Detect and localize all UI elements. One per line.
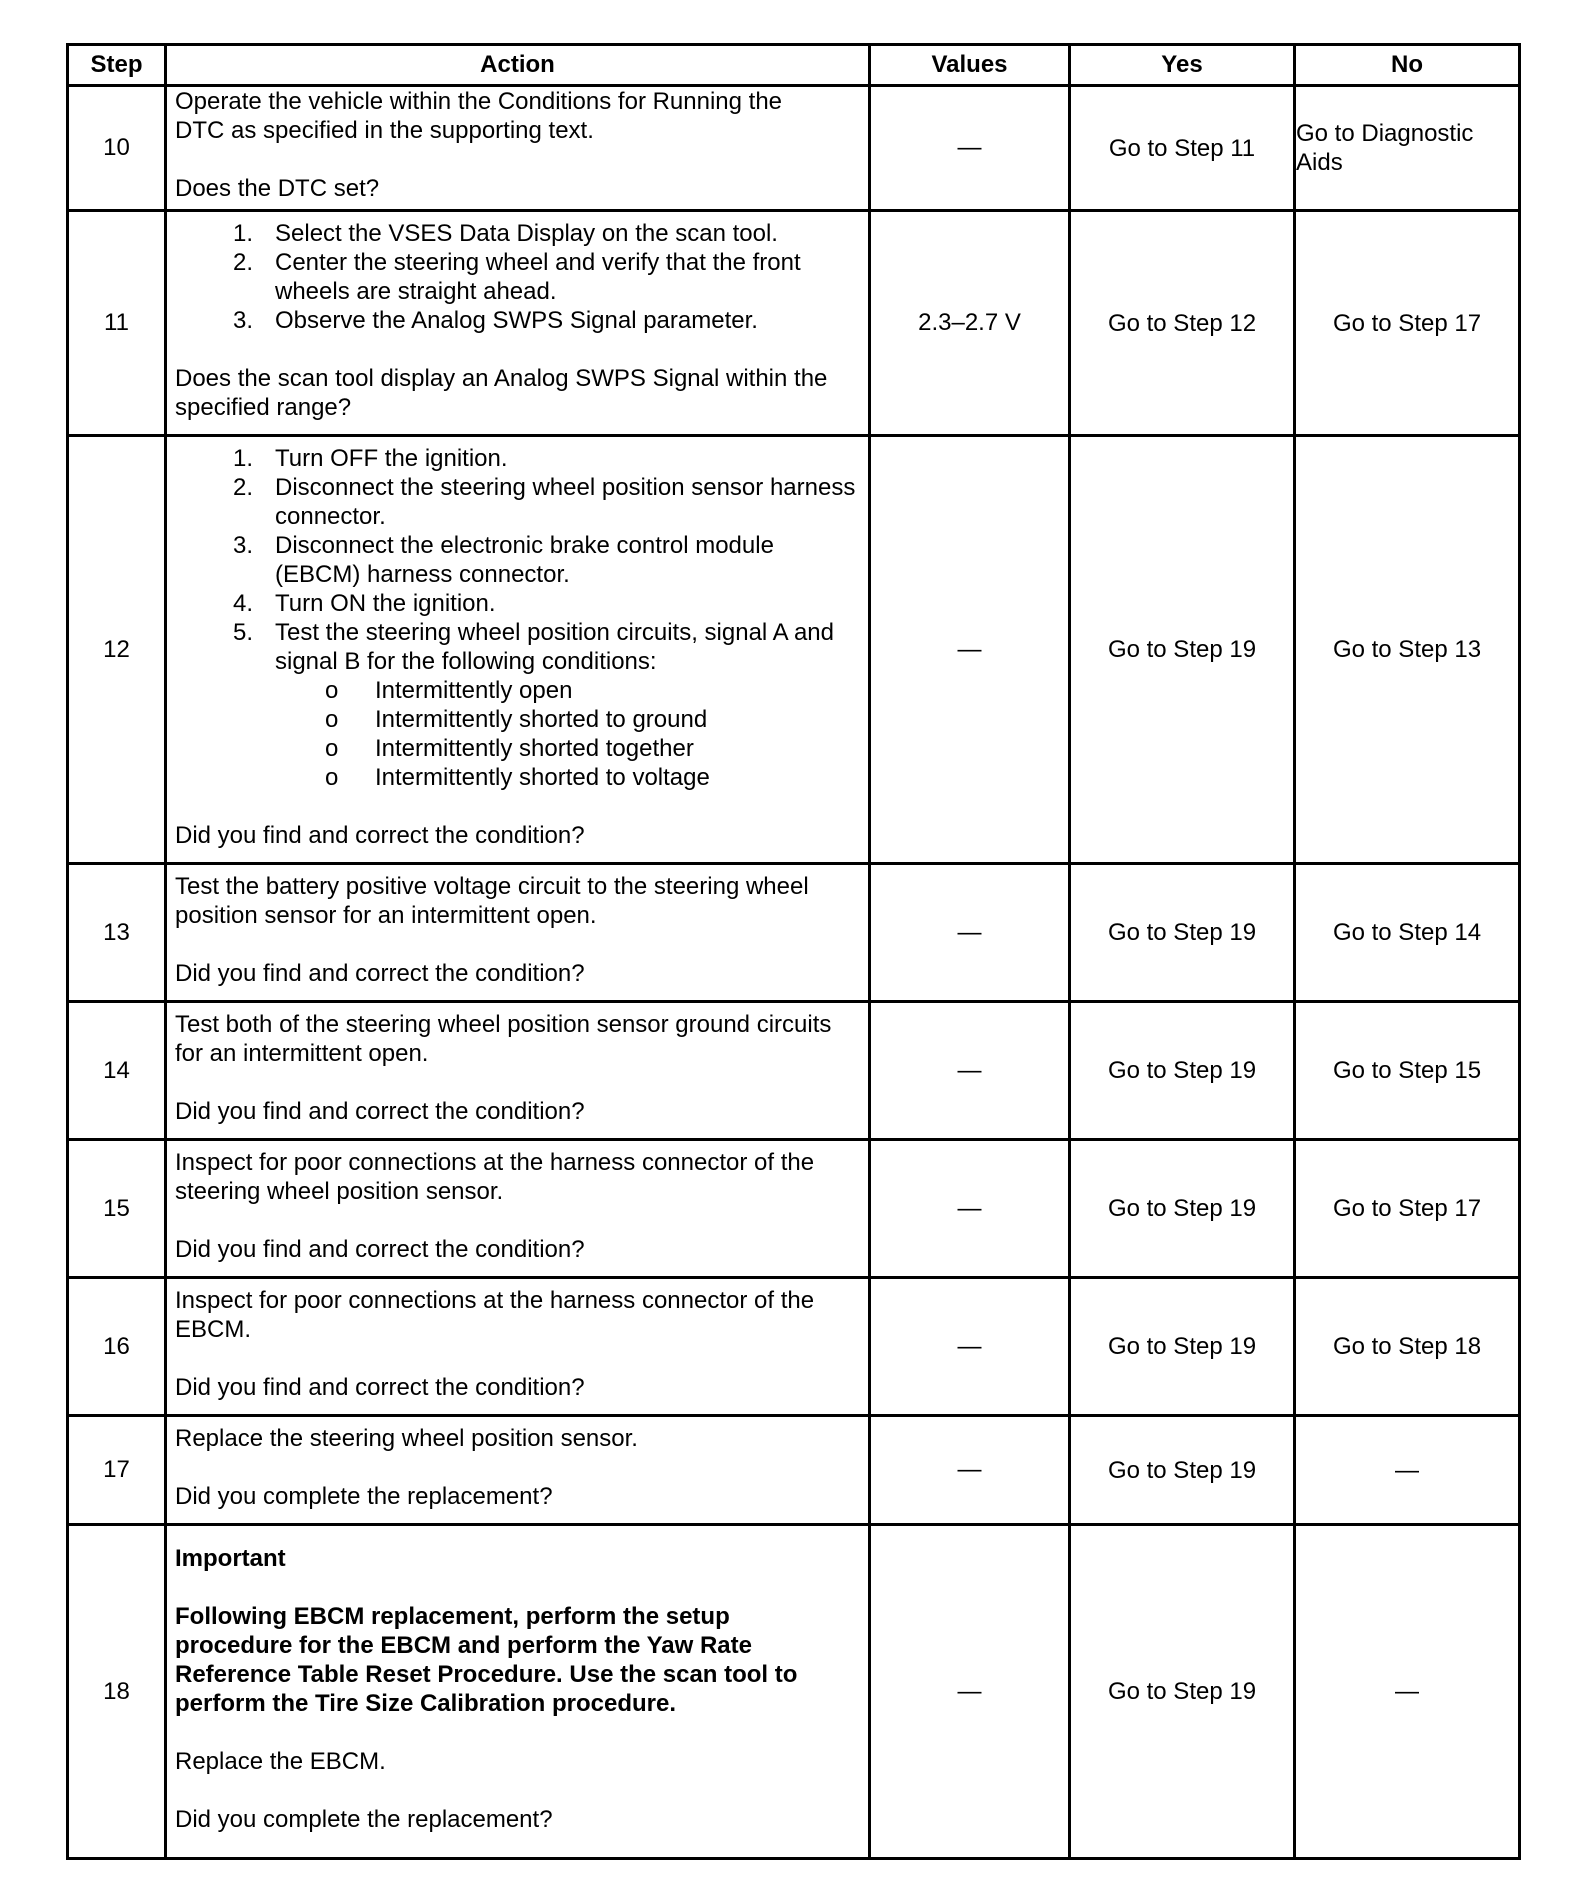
condition-text: Intermittently shorted to ground [375, 705, 708, 733]
yes-cell: Go to Step 11 [1070, 86, 1295, 211]
no-line: Aids [1296, 149, 1343, 176]
procedure-list [175, 444, 864, 792]
list-item [175, 248, 864, 306]
values-cell: — [870, 1416, 1070, 1525]
yes-cell: Go to Step 19 [1070, 864, 1295, 1002]
action-text: DTC as specified in the supporting text. [175, 117, 594, 144]
table-row-step-16 [68, 1278, 1520, 1416]
condition-text: Intermittently open [375, 676, 573, 704]
question-text: Does the DTC set? [175, 175, 380, 202]
action-text: Replace the EBCM. [175, 1747, 386, 1775]
list-number: 1. [232, 444, 253, 472]
no-cell: Go to Step 13 [1295, 436, 1520, 864]
list-number: 3. [232, 531, 253, 559]
list-text: Observe the Analog SWPS Signal parameter. [275, 306, 758, 334]
list-number: 3. [232, 306, 253, 334]
question-text: Did you find and correct the condition? [175, 1235, 585, 1263]
condition-list [275, 676, 864, 792]
table-row-step-15 [68, 1140, 1520, 1278]
list-text: Center the steering wheel and verify that the front wheels are straight ahead. [275, 248, 801, 305]
bullet-icon: o [325, 734, 339, 762]
table-row-step-13 [68, 864, 1520, 1002]
table-row-step-11 [68, 211, 1520, 436]
table-row-step-17 [68, 1416, 1520, 1525]
question-text: specified range? [175, 393, 352, 421]
yes-cell: Go to Step 12 [1070, 211, 1295, 436]
values-cell: — [870, 436, 1070, 864]
no-cell: — [1295, 1416, 1520, 1525]
table-row-step-18 [68, 1525, 1520, 1859]
action-text: Inspect for poor connections at the harness connector of the [175, 1286, 815, 1314]
list-text: Turn ON the ignition. [275, 589, 496, 617]
important-label: Important [175, 1544, 286, 1572]
action-text: Test the battery positive voltage circuit to the steering wheel [175, 872, 809, 900]
list-item [175, 531, 864, 589]
action-cell [166, 1278, 870, 1416]
no-cell: Go to Step 14 [1295, 864, 1520, 1002]
action-text: Inspect for poor connections at the harness connector of the [175, 1148, 815, 1176]
header-yes: Yes [1070, 45, 1295, 86]
action-cell [166, 211, 870, 436]
important-text: Following EBCM replacement, perform the setup [175, 1602, 730, 1630]
header-values: Values [870, 45, 1070, 86]
table-body [68, 86, 1520, 1859]
yes-cell: Go to Step 19 [1070, 1140, 1295, 1278]
question-text: Did you find and correct the condition? [175, 959, 585, 987]
action-cell [166, 1416, 870, 1525]
bullet-icon: o [325, 676, 339, 704]
values-cell: — [870, 1525, 1070, 1859]
list-text: Disconnect the steering wheel position sensor harness connector. [275, 473, 856, 530]
bullet-icon: o [325, 763, 339, 791]
yes-cell: Go to Step 19 [1070, 1002, 1295, 1140]
list-text: Disconnect the electronic brake control module (EBCM) harness connector. [275, 531, 774, 588]
step-number: 11 [68, 211, 166, 436]
list-number: 1. [232, 219, 253, 247]
action-cell [166, 1140, 870, 1278]
procedure-list [175, 219, 864, 335]
no-cell: Go to Step 15 [1295, 1002, 1520, 1140]
yes-cell: Go to Step 19 [1070, 1416, 1295, 1525]
values-cell [870, 86, 1070, 211]
list-number: 5. [232, 618, 253, 646]
table-header [68, 45, 1520, 86]
table-row-step-10 [68, 86, 1520, 211]
condition-text: Intermittently shorted to voltage [375, 763, 710, 791]
step-number: 10 [68, 86, 166, 211]
action-cell [166, 1525, 870, 1859]
values-cell: 2.3–2.7 V [870, 211, 1070, 436]
list-text: Turn OFF the ignition. [275, 444, 508, 472]
action-cell [166, 864, 870, 1002]
important-text: procedure for the EBCM and perform the Yaw Rate [175, 1631, 752, 1659]
action-cell [166, 86, 870, 211]
no-cell: Go to Step 17 [1295, 211, 1520, 436]
action-text: Test both of the steering wheel position sensor ground circuits [175, 1010, 832, 1038]
step-number: 16 [68, 1278, 166, 1416]
no-cell: Go to Step 17 [1295, 1140, 1520, 1278]
no-cell: — [1295, 1525, 1520, 1859]
header-row [68, 45, 1520, 86]
bullet-icon: o [325, 705, 339, 733]
list-number: 4. [232, 589, 253, 617]
action-cell [166, 1002, 870, 1140]
step-number: 13 [68, 864, 166, 1002]
list-text: Test the steering wheel position circuits, signal A and signal B for the following conditions: [275, 618, 834, 675]
action-text: Operate the vehicle within the Conditions for Running the [175, 88, 783, 115]
yes-cell: Go to Step 19 [1070, 436, 1295, 864]
table-row-step-12 [68, 436, 1520, 864]
diagnostic-table [66, 43, 1521, 1860]
no-cell [1295, 86, 1520, 211]
action-text: EBCM. [175, 1315, 252, 1343]
question-text: Did you complete the replacement? [175, 1482, 553, 1510]
question-text: Did you complete the replacement? [175, 1805, 553, 1833]
important-text: perform the Tire Size Calibration procedure. [175, 1689, 676, 1717]
question-text: Did you find and correct the condition? [175, 1373, 585, 1401]
action-text: Replace the steering wheel position sensor. [175, 1424, 638, 1452]
question-text: Does the scan tool display an Analog SWPS Signal within the [175, 364, 828, 392]
condition-text: Intermittently shorted together [375, 734, 694, 762]
condition-item [275, 734, 864, 763]
list-item [175, 219, 864, 248]
dash-value: — [957, 134, 982, 161]
list-item [175, 618, 864, 792]
question-text: Did you find and correct the condition? [175, 821, 585, 849]
question-text: Did you find and correct the condition? [175, 1097, 585, 1125]
table-row-step-14 [68, 1002, 1520, 1140]
list-text: Select the VSES Data Display on the scan tool. [275, 219, 778, 247]
values-cell: — [870, 864, 1070, 1002]
list-item [175, 589, 864, 618]
header-action: Action [166, 45, 870, 86]
step-number: 15 [68, 1140, 166, 1278]
list-number: 2. [232, 248, 253, 276]
step-number: 14 [68, 1002, 166, 1140]
important-text: Reference Table Reset Procedure. Use the scan tool to [175, 1660, 798, 1688]
action-text: steering wheel position sensor. [175, 1177, 504, 1205]
values-cell: — [870, 1002, 1070, 1140]
yes-cell: Go to Step 19 [1070, 1525, 1295, 1859]
values-cell: — [870, 1140, 1070, 1278]
no-line: Go to Diagnostic [1296, 120, 1474, 147]
values-cell: — [870, 1278, 1070, 1416]
header-no: No [1295, 45, 1520, 86]
step-number: 18 [68, 1525, 166, 1859]
step-number: 17 [68, 1416, 166, 1525]
no-cell: Go to Step 18 [1295, 1278, 1520, 1416]
list-item [175, 444, 864, 473]
list-item [175, 473, 864, 531]
action-text: for an intermittent open. [175, 1039, 429, 1067]
condition-item [275, 676, 864, 705]
header-step: Step [68, 45, 166, 86]
action-text: position sensor for an intermittent open. [175, 901, 597, 929]
step-number: 12 [68, 436, 166, 864]
action-cell [166, 436, 870, 864]
list-number: 2. [232, 473, 253, 501]
list-item [175, 306, 864, 335]
condition-item [275, 763, 864, 792]
condition-item [275, 705, 864, 734]
yes-cell: Go to Step 19 [1070, 1278, 1295, 1416]
